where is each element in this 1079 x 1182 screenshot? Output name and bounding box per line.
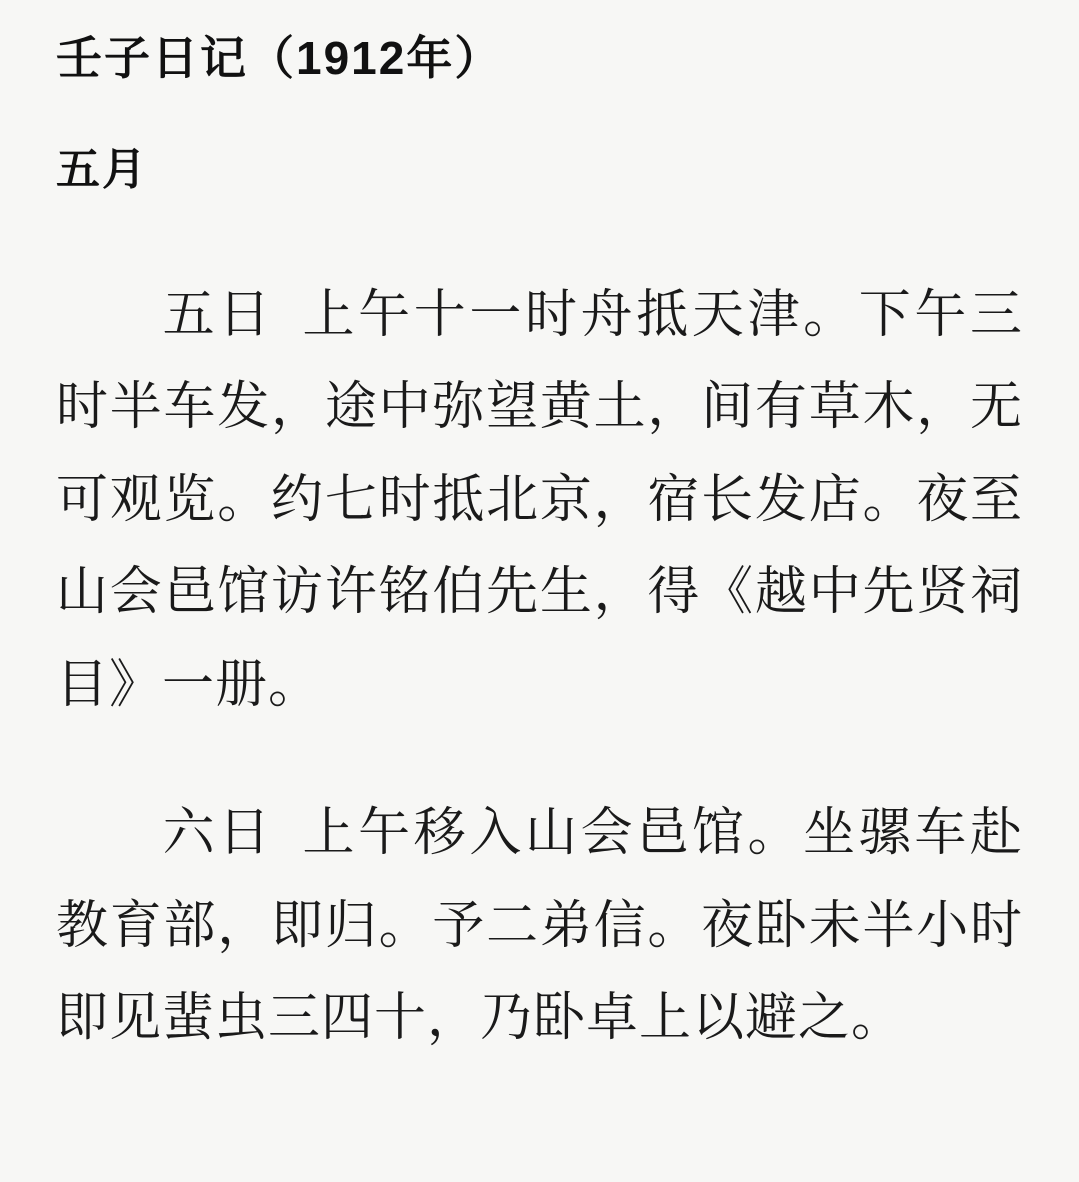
diary-entry — [56, 269, 1023, 732]
entry-day-label: 六日 — [160, 804, 274, 863]
entry-body-text: 上午十一时舟抵天津。下午三时半车发，途中弥望黄土，间有草木，无可观览。约七时抵北京，宿长发店。夜至山会邑馆访许铭伯先生，得《越中先贤祠目》一册。 — [56, 285, 1023, 714]
entry-day-label: 五日 — [160, 285, 274, 344]
section-heading-month: 五月 — [56, 144, 148, 194]
page-title: 壬子日记（1912年） — [56, 32, 503, 84]
entry-body-text: 上午移入山会邑馆。坐骡车赴教育部，即归。予二弟信。夜卧未半小时即见蜚虫三四十，乃卧卓上以避之。 — [56, 804, 1023, 1048]
diary-entry — [56, 787, 1023, 1065]
